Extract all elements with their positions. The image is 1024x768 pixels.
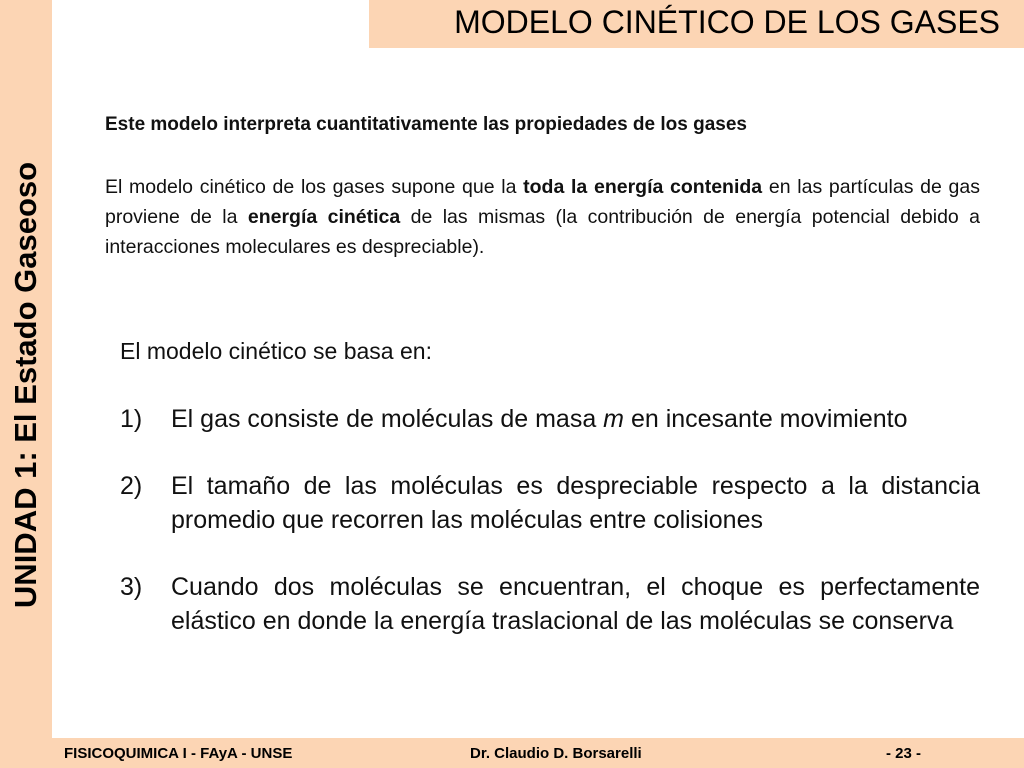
item-text: El tamaño de las moléculas es despreciable respecto a la distancia promedio que recorren las moléculas entre colisiones <box>171 472 980 534</box>
side-bar <box>0 0 52 768</box>
intro-text-3: de las mismas (la contribución de energía potencial debido a interacciones moleculares es despreciable). <box>105 206 981 258</box>
intro-text-1: El modelo cinético de los gases supone que la <box>105 176 524 198</box>
item-number: 2) <box>120 472 143 500</box>
list-item <box>120 570 980 638</box>
header-box <box>369 0 1024 48</box>
intro-heading: Este modelo interpreta cuantitativamente las propiedades de los gases <box>105 114 747 135</box>
item-text-pre: El gas consiste de moléculas de masa <box>171 405 604 433</box>
unit-title: UNIDAD 1: El Estado Gaseoso <box>8 161 43 609</box>
intro-text-2: en las partículas de gas proviene de la <box>105 176 980 228</box>
page-number: - 23 - <box>886 745 922 762</box>
postulates-list <box>120 402 980 638</box>
intro-bold-1: toda la energía contenida <box>523 176 763 198</box>
slide-title: MODELO CINÉTICO DE LOS GASES <box>454 4 1000 40</box>
intro-paragraph <box>105 172 980 262</box>
basis-heading: El modelo cinético se basa en: <box>120 338 432 364</box>
footer-bar <box>52 738 1024 768</box>
item-number: 1) <box>120 405 143 433</box>
intro-bold-2: energía cinética <box>247 206 401 228</box>
list-item <box>120 469 980 537</box>
item-text-post: en incesante movimiento <box>624 405 908 433</box>
item-variable: m <box>603 405 624 433</box>
list-item <box>120 402 980 436</box>
footer-author: Dr. Claudio D. Borsarelli <box>470 745 642 762</box>
item-text: Cuando dos moléculas se encuentran, el choque es perfectamente elástico en donde la energía traslacional de las moléculas se conserva <box>171 573 980 635</box>
footer-course: FISICOQUIMICA I - FAyA - UNSE <box>64 745 293 762</box>
item-number: 3) <box>120 573 143 601</box>
